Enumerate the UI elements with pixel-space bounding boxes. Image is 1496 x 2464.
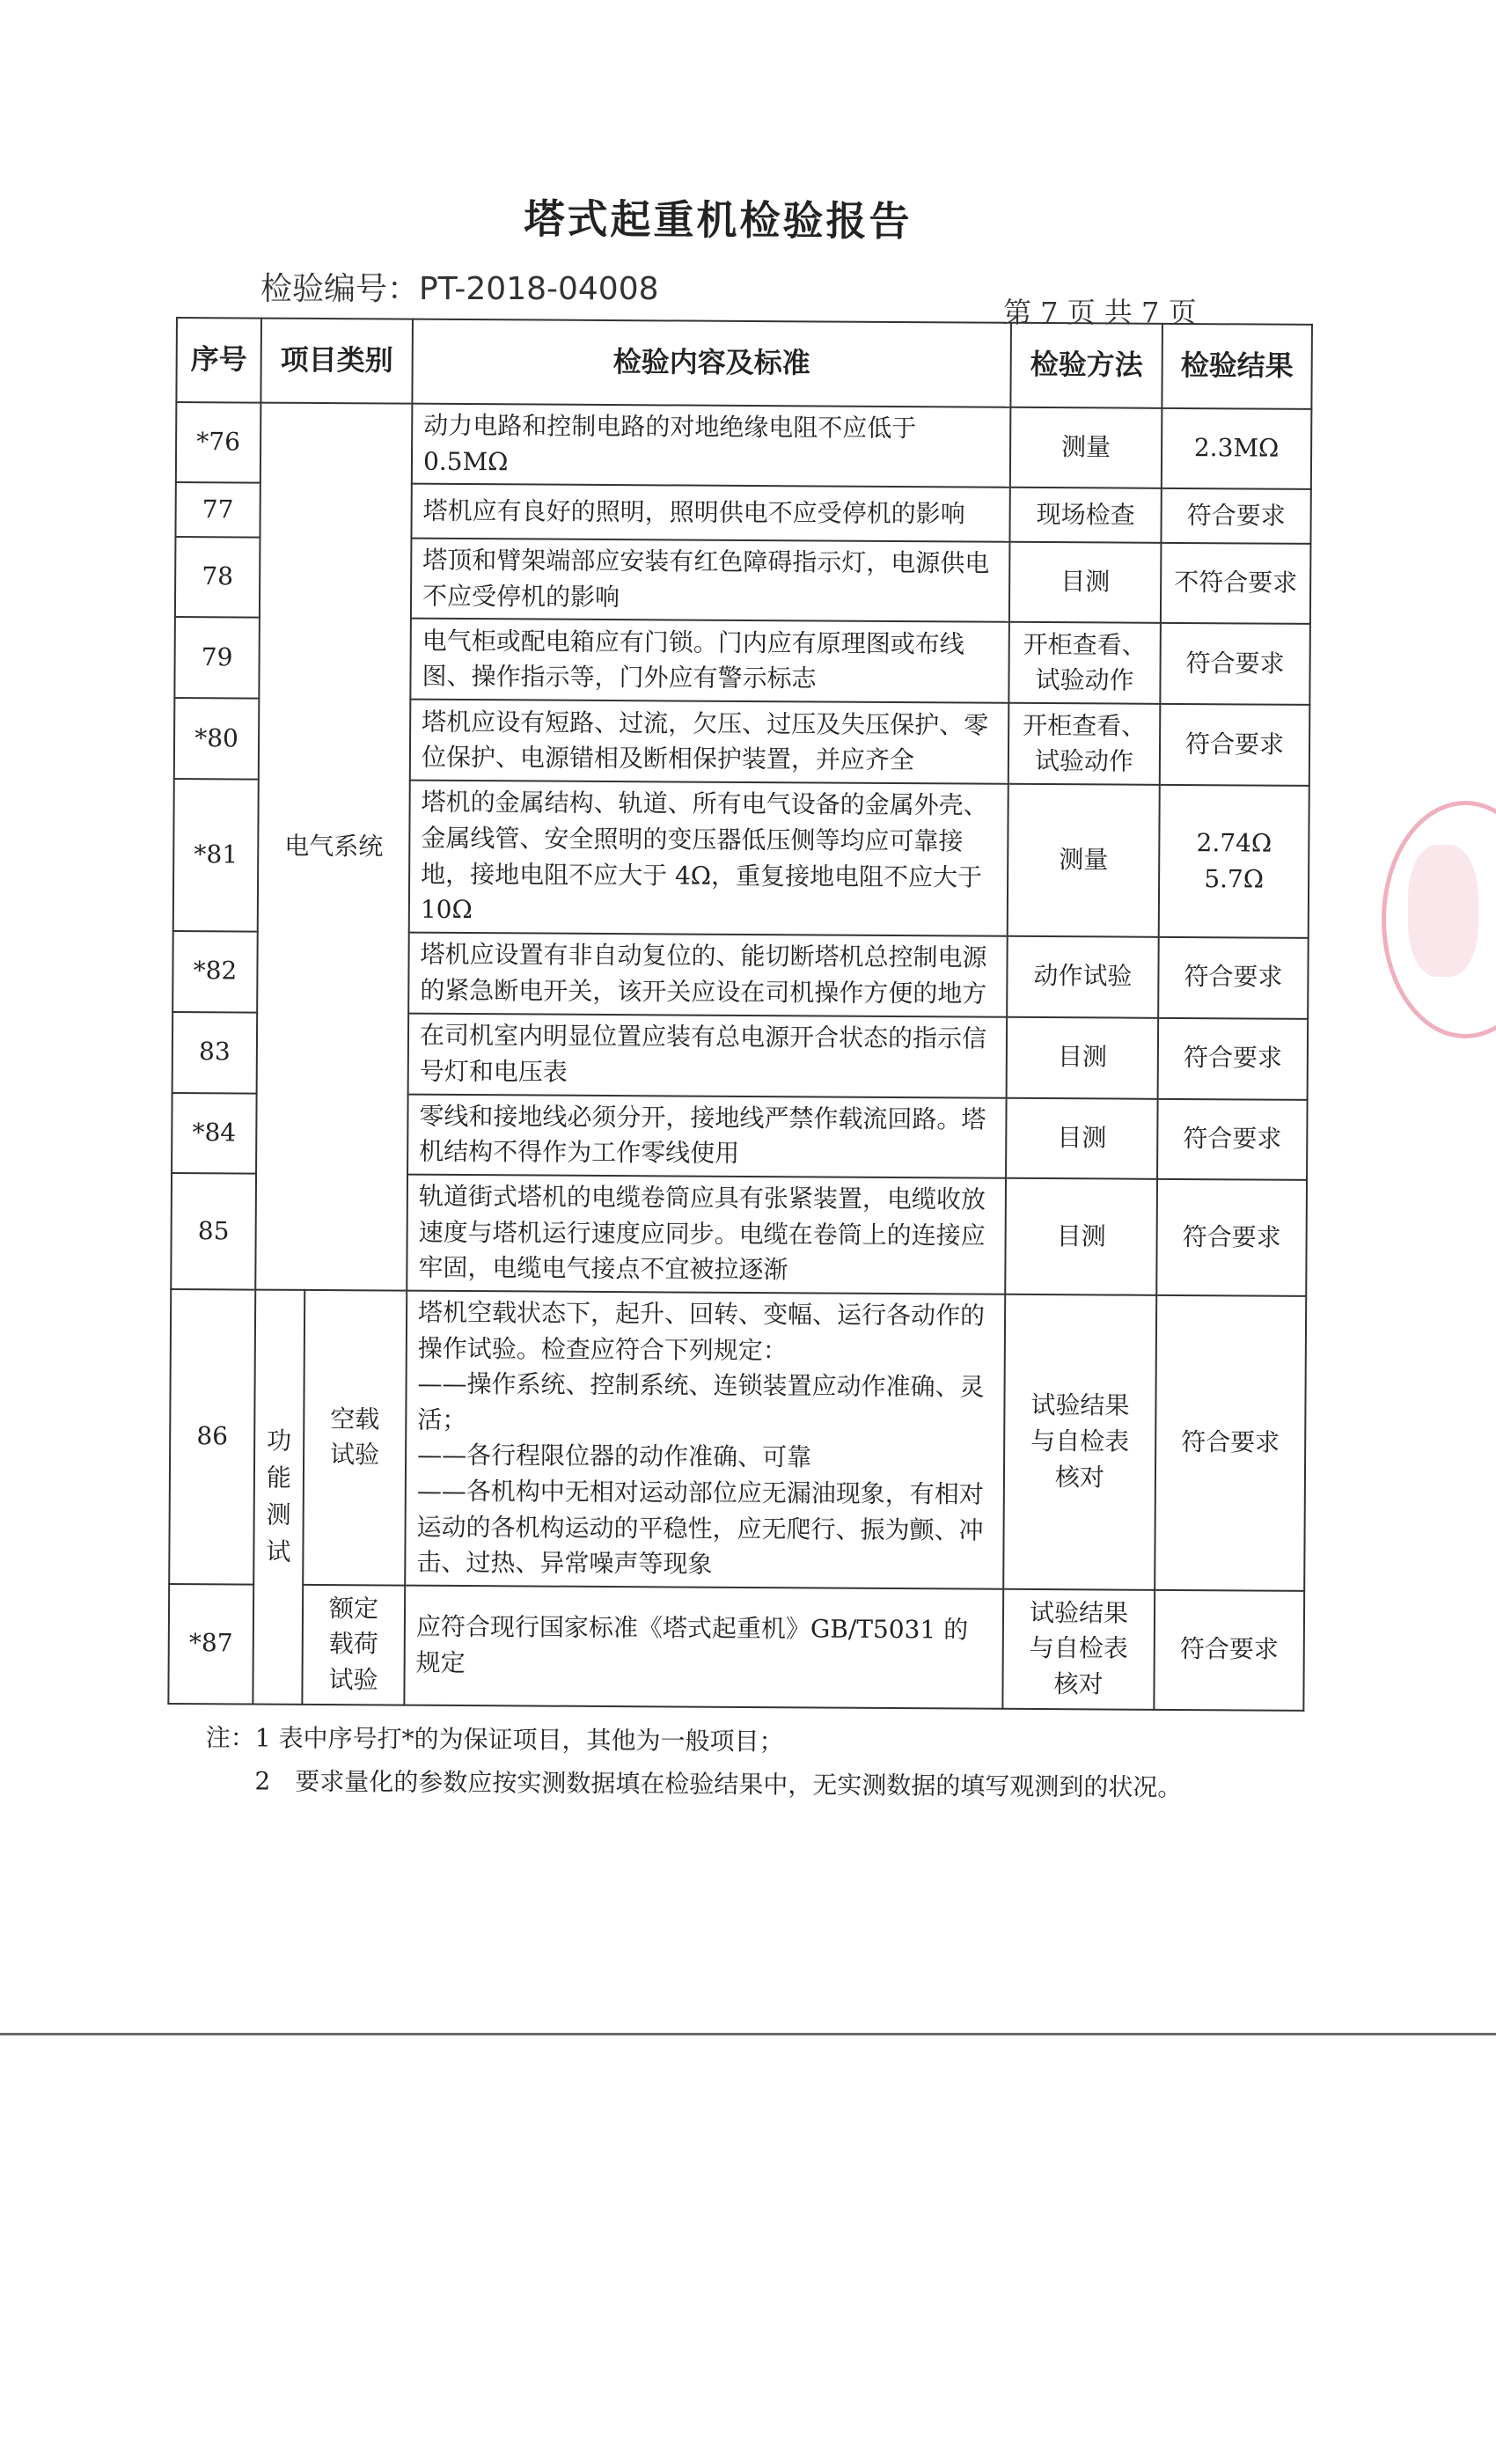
row-result: 符合要求 xyxy=(1158,937,1309,1019)
row-content: 塔机应设有短路、过流，欠压、过压及失压保护、零位保护、电源错相及断相保护装置，并应齐全 xyxy=(410,700,1009,784)
header-result: 检验结果 xyxy=(1162,324,1312,409)
row-content: 应符合现行国家标准《塔式起重机》GB/T5031 的规定 xyxy=(404,1585,1003,1708)
table-row xyxy=(168,1584,1304,1711)
inspection-table xyxy=(167,317,1313,1712)
table-header-row xyxy=(176,318,1312,409)
page-indicator: 第 7 页 共 7 页 xyxy=(1003,296,1197,329)
row-seq: 78 xyxy=(175,537,260,618)
row-result: 符合要求 xyxy=(1161,488,1310,544)
row-method: 开柜查看、试验动作 xyxy=(1008,703,1161,785)
row-method: 目测 xyxy=(1007,1017,1159,1099)
result-value-2: 5.7Ω xyxy=(1204,863,1265,894)
row-content: 塔机应设置有非自动复位的、能切断塔机总控制电源的紧急断电开关，该开关应设在司机操作方便的地方 xyxy=(408,932,1008,1016)
row-method: 动作试验 xyxy=(1007,936,1159,1018)
row-content: 塔机应有良好的照明，照明供电不应受停机的影响 xyxy=(411,484,1009,542)
footnote-2: 2 要求量化的参数应按实测数据填在检验结果中，无实测数据的填写观测到的状况。 xyxy=(254,1766,1183,1802)
footnotes xyxy=(205,1716,1182,1809)
content-line: ——各机构中无相对运动部位应无漏油现象，有相对运动的各机构运动的平稳性，应无爬行、振为颤、冲击、过热、异常噪声等现象 xyxy=(416,1476,984,1579)
row-method: 目测 xyxy=(1006,1098,1158,1179)
row-seq: 77 xyxy=(175,482,260,538)
row-content: 在司机室内明显位置应装有总电源开合状态的指示信号灯和电压表 xyxy=(408,1013,1008,1097)
table-row xyxy=(169,1289,1306,1591)
row-method: 现场检查 xyxy=(1009,488,1161,543)
row-method xyxy=(1003,1294,1156,1590)
row-seq: *80 xyxy=(174,698,260,780)
header-category: 项目类别 xyxy=(260,319,413,404)
row-content: 动力电路和控制电路的对地绝缘电阻不应低于 0.5MΩ xyxy=(412,404,1011,488)
row-result: 不符合要求 xyxy=(1161,543,1311,624)
content-line: ——各行程限位器的动作准确、可靠 xyxy=(417,1441,812,1472)
row-seq: *76 xyxy=(176,402,261,483)
row-result: 符合要求 xyxy=(1154,1590,1304,1711)
header-content: 检验内容及标准 xyxy=(412,319,1011,407)
subcategory-rated-load xyxy=(302,1585,405,1705)
row-seq: 85 xyxy=(171,1173,256,1290)
subcategory-rated-load-label: 额定载荷试验 xyxy=(328,1593,379,1695)
row-method: 测量 xyxy=(1010,407,1162,488)
row-method xyxy=(1002,1588,1155,1709)
row-result: 符合要求 xyxy=(1160,704,1310,786)
category-function-label: 功能测试 xyxy=(266,1426,292,1567)
subcategory-no-load xyxy=(303,1290,407,1585)
header-method: 检验方法 xyxy=(1010,323,1162,408)
row-content xyxy=(405,1291,1005,1589)
row-seq: 86 xyxy=(169,1289,255,1584)
row-method: 测量 xyxy=(1008,784,1160,936)
row-seq: *87 xyxy=(168,1584,253,1705)
footnote-1: 注：1 表中序号打*的为保证项目，其他为一般项目； xyxy=(205,1722,784,1756)
header-seq: 序号 xyxy=(176,318,261,403)
inspection-table-wrapper xyxy=(167,317,1311,1712)
result-value-1: 2.74Ω xyxy=(1196,828,1272,858)
content-line: ——操作系统、控制系统、连锁装置应动作准确、灵活； xyxy=(417,1368,985,1434)
content-line: 塔机空载状态下，起升、回转、变幅、运行各动作的操作试验。检查应符合下列规定： xyxy=(417,1297,986,1365)
row-seq: *81 xyxy=(173,779,259,931)
row-result xyxy=(1159,785,1309,937)
row-method: 目测 xyxy=(1009,542,1162,623)
row-content: 塔顶和臂架端部应安装有红色障碍指示灯，电源供电不应受停机的影响 xyxy=(411,539,1010,622)
row-result: 符合要求 xyxy=(1158,1018,1309,1100)
category-function xyxy=(253,1290,304,1705)
report-title: 塔式起重机检验报告 xyxy=(524,194,913,246)
red-seal-stamp-center xyxy=(1408,845,1478,977)
row-method: 目测 xyxy=(1005,1178,1157,1295)
table-row xyxy=(176,402,1312,489)
row-result: 符合要求 xyxy=(1157,1099,1308,1180)
category-electrical: 电气系统 xyxy=(255,403,412,1291)
row-method-label: 试验结果与自检表核对 xyxy=(1030,1390,1130,1492)
subcategory-no-load-label: 空载试验 xyxy=(330,1404,380,1470)
row-seq: *82 xyxy=(172,931,258,1013)
row-result: 符合要求 xyxy=(1160,623,1310,705)
row-result: 符合要求 xyxy=(1156,1179,1307,1296)
row-result: 2.3MΩ xyxy=(1162,408,1312,489)
row-seq: 79 xyxy=(174,617,260,699)
row-content: 塔机的金属结构、轨道、所有电气设备的金属外壳、金属线管、安全照明的变压器低压侧等均应可靠接地，接地电阻不应大于 4Ω，重复接地电阻不应大于 10Ω xyxy=(409,781,1008,936)
row-result: 符合要求 xyxy=(1155,1295,1306,1591)
row-method-label: 试验结果与自检表核对 xyxy=(1029,1597,1129,1699)
row-seq: *84 xyxy=(172,1093,257,1174)
report-number: 检验编号：PT-2018-04008 xyxy=(260,271,659,307)
row-content: 轨道街式塔机的电缆卷筒应具有张紧装置，电缆收放速度与塔机运行速度应同步。电缆在卷筒上的连接应牢固，电缆电气接点不宜被拉逐渐 xyxy=(407,1175,1006,1294)
row-content: 零线和接地线必须分开，接地线严禁作载流回路。塔机结构不得作为工作零线使用 xyxy=(407,1094,1007,1177)
row-seq: 83 xyxy=(172,1012,258,1094)
row-method: 开柜查看、试验动作 xyxy=(1008,622,1161,704)
row-content: 电气柜或配电箱应有门锁。门内应有原理图或布线图、操作指示等，门外应有警示标志 xyxy=(410,619,1009,703)
